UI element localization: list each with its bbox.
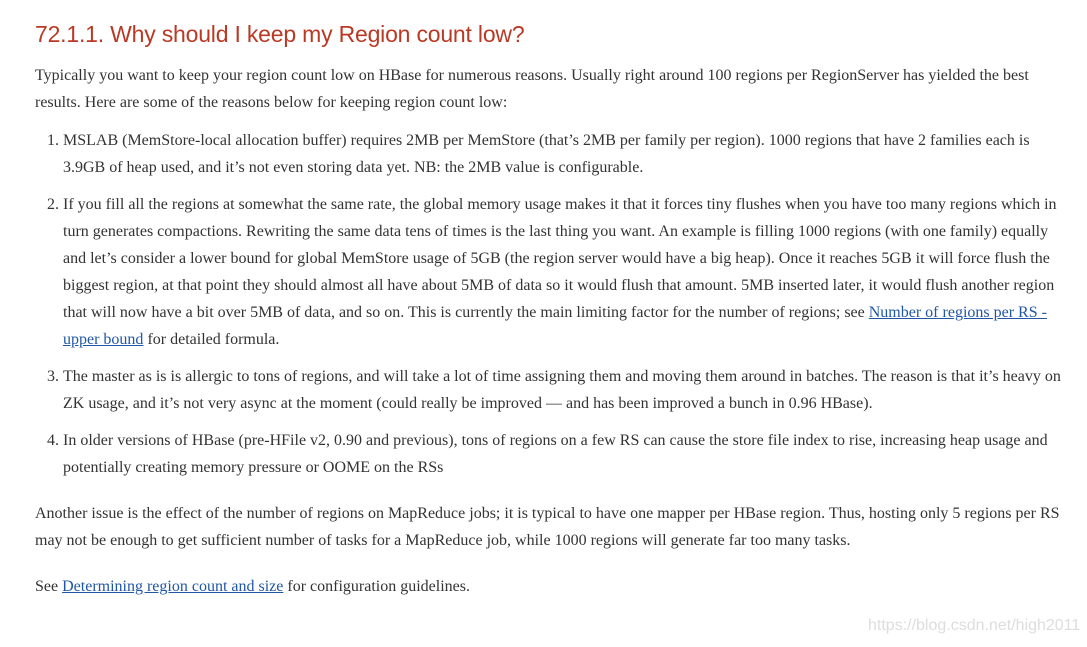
see-also-suffix: for configuration guidelines. xyxy=(283,578,470,595)
intro-paragraph: Typically you want to keep your region count low on HBase for numerous reasons. Usually right around 100 regions per RegionServer has yielded the best results. Here are some of the reasons below for keeping region count low: xyxy=(35,67,1029,111)
see-also-paragraph xyxy=(35,573,1065,600)
regions-upper-bound-link[interactable]: Number of regions per RS - upper bound xyxy=(63,304,1047,348)
see-also-prefix: See xyxy=(35,578,63,595)
reasons-list xyxy=(35,127,1065,481)
mapreduce-paragraph: Another issue is the effect of the number of regions on MapReduce jobs; it is typical to have one mapper per HBase region. Thus, hosting only 5 regions per RS may not be enough to get sufficient number of tasks for a MapReduce job, while 1000 regions will generate far too many tasks. xyxy=(35,505,1060,549)
list-item-flushes-text: If you fill all the regions at somewhat the same rate, the global memory usage makes it that it forces tiny flushes when you have too many regions which in turn generates compactions. Rewriting the same data tens of times is the last thing you want. An example is filling 1000 regions (with one family) equally and let’s consider a lower bound for global MemStore usage of 5GB (the region server would have a big heap). Once it reaches 5GB it will force flush the biggest region, at that point they should almost all have about 5MB of data so it would flush that amount. 5MB inserted later, it would flush another region that will now have a bit over 5MB of data, and so on. This is currently the main limiting factor for the number of regions; see xyxy=(63,196,1057,321)
region-count-size-link[interactable]: Determining region count and size xyxy=(62,578,284,595)
section-heading: 72.1.1. Why should I keep my Region count low? xyxy=(35,21,525,47)
article-section xyxy=(35,18,1065,600)
list-item-master: 3. The master as is is allergic to tons of regions, and will take a lot of time assigning them and moving them around in batches. The reason is that it’s heavy on ZK usage, and it’s not very async at the moment (could really be improved — and has been improved a bunch in 0.96 HBase). xyxy=(63,363,1065,417)
list-item-mslab: 1. MSLAB (MemStore-local allocation buffer) requires 2MB per MemStore (that’s 2MB per family per region). 1000 regions that have 2 families each is 3.9GB of heap used, and it’s not even storing data yet. NB: the 2MB value is configurable. xyxy=(63,127,1065,181)
list-item-flushes-tail: for detailed formula. xyxy=(143,331,280,348)
list-item-flushes xyxy=(63,191,1065,353)
list-item-older-versions: 4. In older versions of HBase (pre-HFile v2, 0.90 and previous), tons of regions on a few RS can cause the store file index to rise, increasing heap usage and potentially creating memory pressure or OOME on the RSs xyxy=(63,427,1065,481)
watermark: https://blog.csdn.net/high2011 xyxy=(868,617,1081,634)
